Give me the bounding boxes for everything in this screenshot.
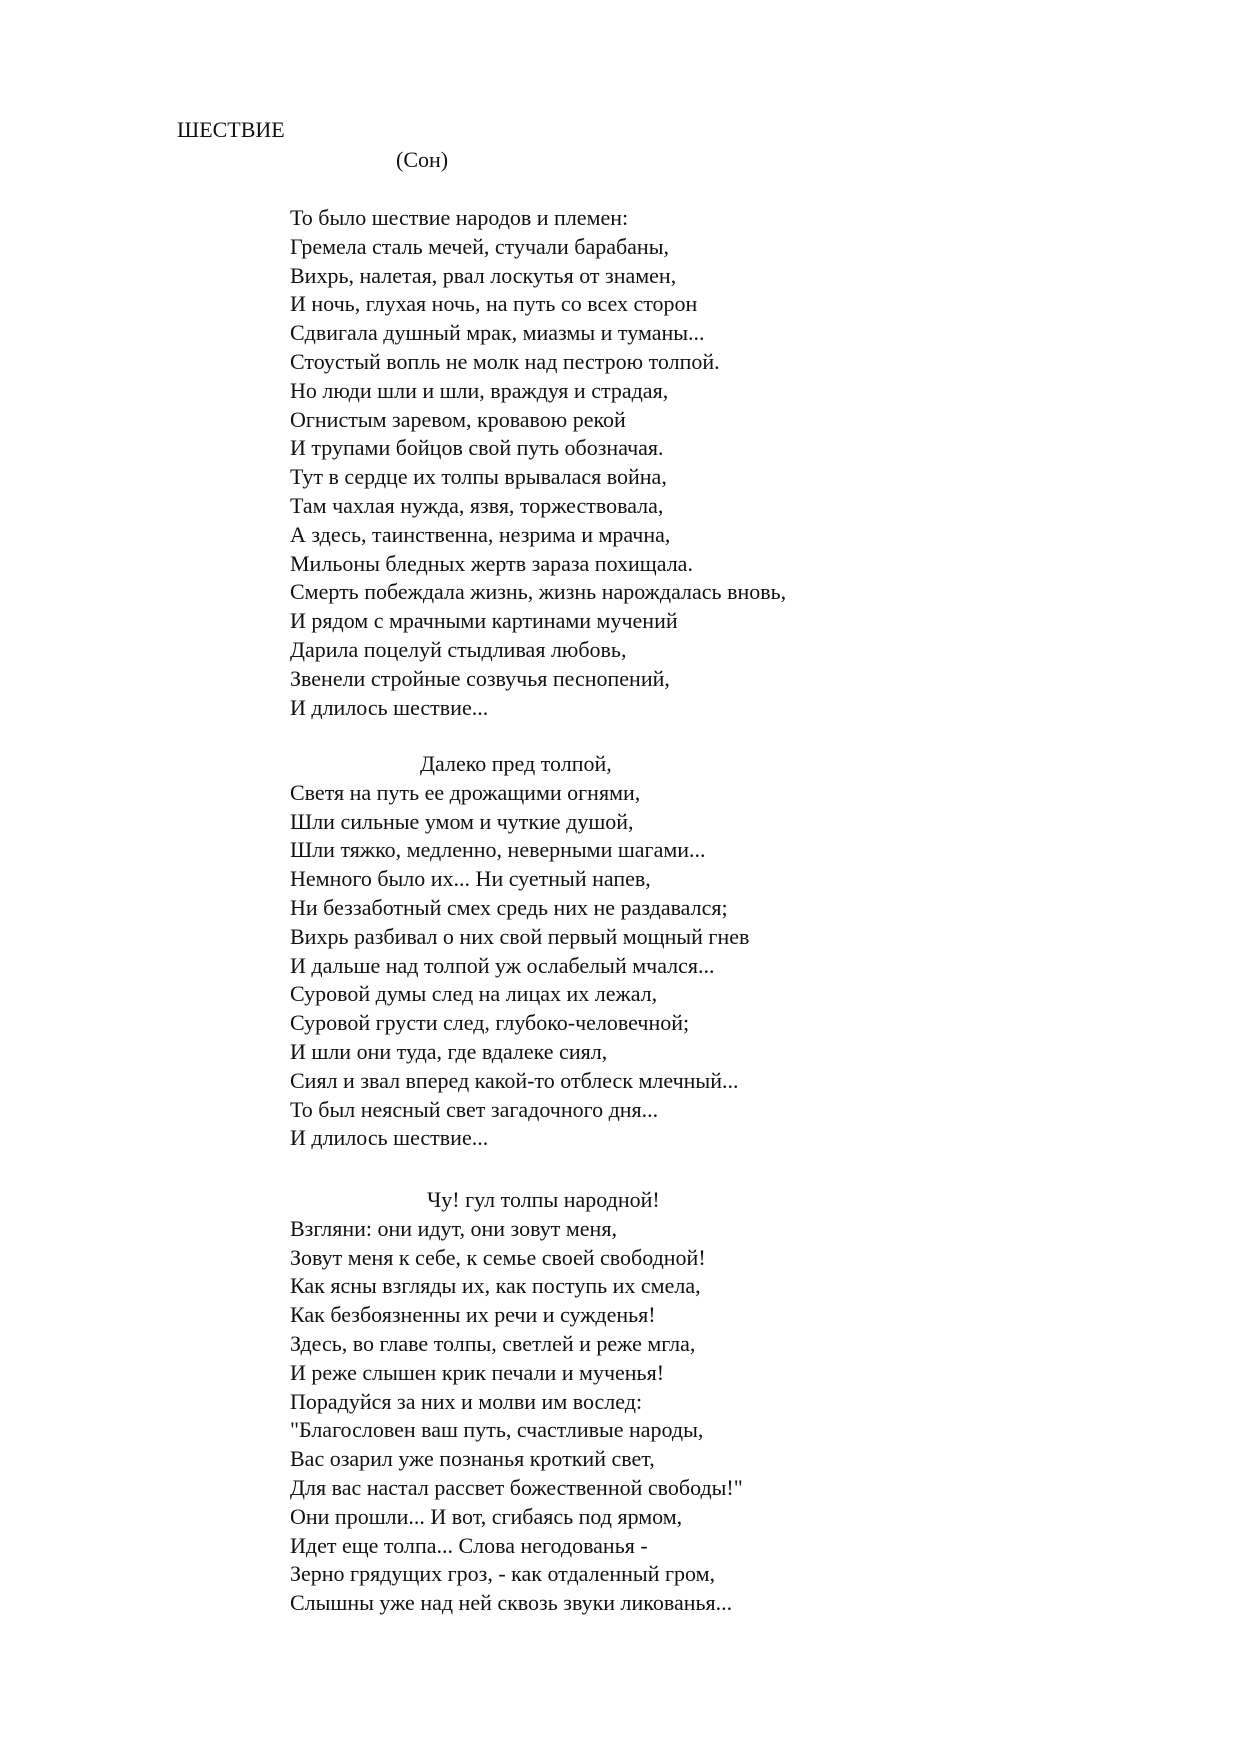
poem-line: Идет еще толпа... Слова негодованья -: [290, 1532, 648, 1558]
poem-line: Тут в сердце их толпы врывалася война,: [290, 464, 667, 490]
poem-line: Шли сильные умом и чуткие душой,: [290, 808, 634, 834]
poem-line: Стоустый вопль не молк над пестрою толпой.: [290, 348, 720, 374]
poem-line: Чу! гул толпы народной!: [427, 1187, 660, 1212]
poem-line: Шли тяжко, медленно, неверными шагами...: [290, 837, 706, 863]
poem-line: Но люди шли и шли, враждуя и страдая,: [290, 377, 669, 403]
poem-line: Смерть побеждала жизнь, жизнь нарождалась вновь,: [290, 579, 787, 605]
poem-line: Здесь, во главе толпы, светлей и реже мгла,: [290, 1330, 696, 1356]
poem-line: Сиял и звал вперед какой-то отблеск млечный...: [290, 1067, 739, 1093]
poem-line: "Благословен ваш путь, счастливые народы,: [290, 1417, 704, 1443]
poem-line: Как безбоязненны их речи и сужденья!: [290, 1302, 656, 1328]
stanza-1: [290, 204, 786, 722]
stanza-2: [290, 750, 749, 1153]
poem-line: Огнистым заревом, кровавою рекой: [290, 406, 626, 432]
poem-line: Вас озарил уже познанья кроткий свет,: [290, 1446, 655, 1472]
poem-line: Для вас настал рассвет божественной свободы!": [290, 1474, 743, 1500]
poem-line: Звенели стройные созвучья песнопений,: [290, 665, 670, 691]
poem-line: Светя на путь ее дрожащими огнями,: [290, 779, 641, 805]
poem-line: Слышны уже над ней сквозь звуки ликованья...: [290, 1590, 733, 1616]
poem-line: Там чахлая нужда, язвя, торжествовала,: [290, 492, 664, 518]
poem-line: И длилось шествие...: [290, 694, 489, 720]
poem-line: Они прошли... И вот, сгибаясь под ярмом,: [290, 1503, 683, 1529]
poem-line: И длилось шествие...: [290, 1125, 489, 1151]
poem-line: Немного было их... Ни суетный напев,: [290, 866, 651, 892]
poem-line: Далеко пред толпой,: [420, 751, 612, 776]
poem-line: И рядом с мрачными картинами мучений: [290, 608, 678, 634]
poem-line: Как ясны взгляды их, как поступь их смела,: [290, 1273, 701, 1299]
poem-line: А здесь, таинственна, незрима и мрачна,: [290, 521, 671, 547]
poem-line: Взгляни: они идут, они зовут меня,: [290, 1215, 617, 1241]
poem-title: ШЕСТВИЕ: [177, 117, 285, 142]
poem-line: То был неясный свет загадочного дня...: [290, 1096, 659, 1122]
poem-line: То было шествие народов и племен:: [290, 205, 629, 230]
poem-line: Суровой грусти след, глубоко-человечной;: [290, 1010, 690, 1036]
poem-line: И ночь, глухая ночь, на путь со всех сторон: [290, 291, 698, 317]
poem-subtitle: (Сон): [396, 147, 449, 172]
poem-line: И дальше над толпой уж ослабелый мчался...: [290, 952, 715, 978]
poem-line: Порадуйся за них и молви им вослед:: [290, 1388, 643, 1414]
poem-line: Суровой думы след на лицах их лежал,: [290, 981, 658, 1007]
poem-line: Вихрь, налетая, рвал лоскутья от знамен,: [290, 262, 677, 288]
poem-line: Мильоны бледных жертв зараза похищала.: [290, 550, 693, 576]
poem-line: И трупами бойцов свой путь обозначая.: [290, 435, 664, 461]
stanza-3: [290, 1186, 743, 1618]
poem-line: Дарила поцелуй стыдливая любовь,: [290, 636, 627, 662]
poem-line: Зерно грядущих гроз, - как отдаленный гром,: [290, 1561, 716, 1587]
poem-line: И шли они туда, где вдалеке сиял,: [290, 1038, 608, 1064]
poem-line: Вихрь разбивал о них свой первый мощный гнев: [290, 923, 750, 949]
poem-line: Гремела сталь мечей, стучали барабаны,: [290, 233, 669, 259]
poem-line: Ни беззаботный смех средь них не раздавался;: [290, 894, 728, 920]
poem-line: И реже слышен крик печали и мученья!: [290, 1359, 665, 1385]
poem-line: Сдвигала душный мрак, миазмы и туманы...: [290, 320, 705, 346]
poem-line: Зовут меня к себе, к семье своей свободной!: [290, 1244, 706, 1270]
